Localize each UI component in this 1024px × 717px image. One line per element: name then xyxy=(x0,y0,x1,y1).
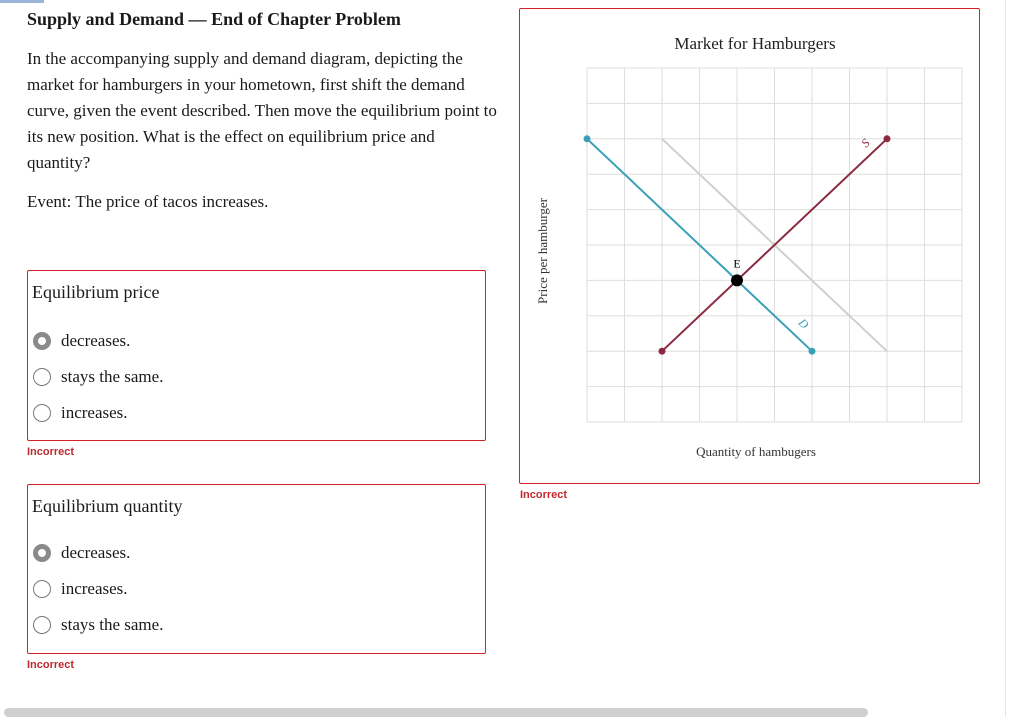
radio-button[interactable] xyxy=(33,616,51,634)
option-label: stays the same. xyxy=(61,615,164,634)
x-axis-label: Quantity of hambugers xyxy=(696,444,816,459)
option-label: increases. xyxy=(61,403,128,422)
y-axis-label: Price per hamburger xyxy=(535,198,550,304)
option-label: decreases. xyxy=(61,331,131,350)
supply-curve-label: S xyxy=(858,135,873,151)
horizontal-scrollbar[interactable] xyxy=(4,708,868,717)
demand-endpoint-handle xyxy=(584,135,591,142)
radio-button-selected[interactable] xyxy=(33,332,51,350)
equilibrium-price-question xyxy=(27,270,486,441)
quantity-feedback-incorrect: Incorrect xyxy=(27,659,75,671)
price-option-decreases[interactable] xyxy=(33,329,130,353)
radio-button-selected[interactable] xyxy=(33,544,51,562)
supply-endpoint-handle xyxy=(884,135,891,142)
top-accent-line xyxy=(0,0,44,3)
equilibrium-point xyxy=(731,274,743,286)
option-label: increases. xyxy=(61,579,128,598)
equilibrium-label: E xyxy=(733,256,741,271)
quantity-option-increases[interactable] xyxy=(33,577,128,601)
question-label: Equilibrium price xyxy=(32,282,160,302)
price-feedback-incorrect: Incorrect xyxy=(27,446,75,458)
graph-feedback-incorrect: Incorrect xyxy=(520,489,568,501)
quantity-option-decreases[interactable] xyxy=(33,541,130,565)
radio-button[interactable] xyxy=(33,368,51,386)
chart-canvas xyxy=(520,9,979,483)
price-option-increases[interactable] xyxy=(33,401,128,425)
problem-event: Event: The price of tacos increases. xyxy=(27,192,269,211)
demand-curve-label: D xyxy=(795,315,812,332)
problem-description: In the accompanying supply and demand diagram, depicting the market for hamburgers in your hometown, first shift the demand curve, given the event described. Then move the equilibrium point to its new position. What is the effect on equilibrium price and quantity? xyxy=(27,49,497,172)
quantity-option-stays-same[interactable] xyxy=(33,613,163,637)
chart-title: Market for Hamburgers xyxy=(674,34,836,53)
question-label: Equilibrium quantity xyxy=(32,496,183,516)
radio-button[interactable] xyxy=(33,404,51,422)
supply-demand-graph xyxy=(519,8,980,484)
option-label: stays the same. xyxy=(61,367,164,386)
price-option-stays-same[interactable] xyxy=(33,365,163,389)
radio-button[interactable] xyxy=(33,580,51,598)
option-label: decreases. xyxy=(61,543,131,562)
supply-endpoint-handle xyxy=(659,348,666,355)
demand-endpoint-handle xyxy=(809,348,816,355)
page-title: Supply and Demand — End of Chapter Problem xyxy=(27,9,401,29)
equilibrium-quantity-question xyxy=(27,484,486,654)
vertical-scrollbar-track[interactable] xyxy=(1005,0,1024,717)
